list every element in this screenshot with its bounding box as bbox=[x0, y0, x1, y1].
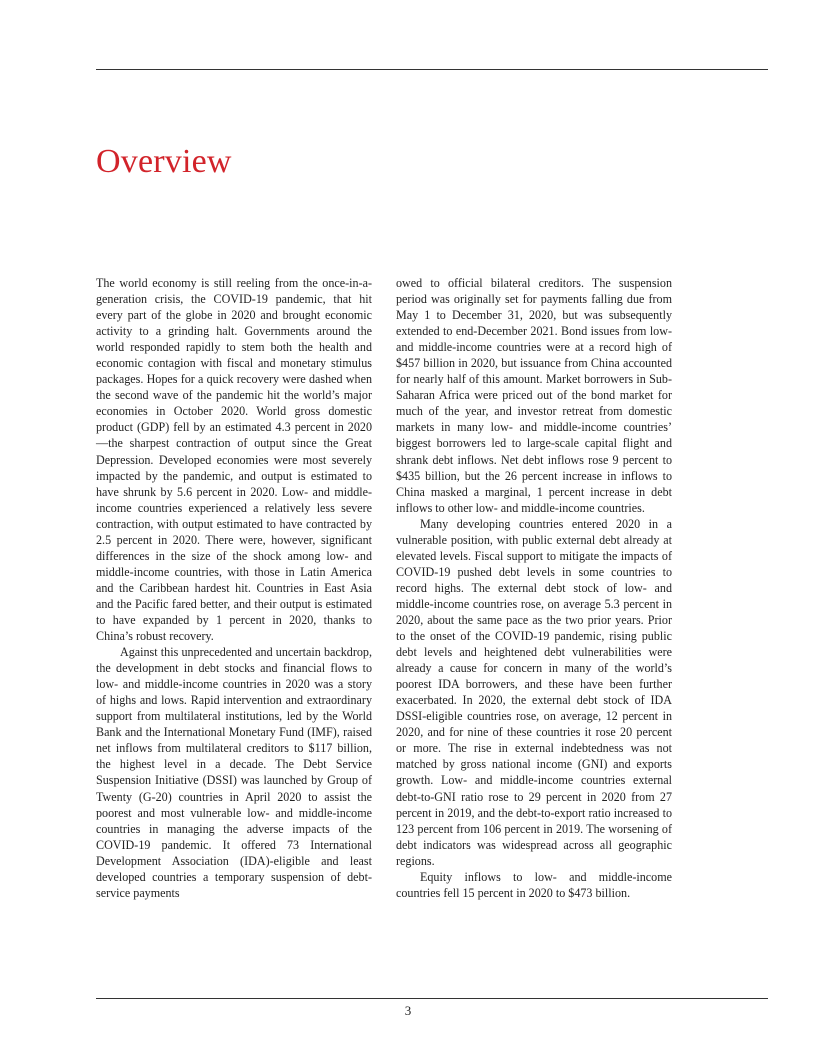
page-number: 3 bbox=[404, 1003, 412, 1018]
paragraph: Equity inflows to low- and middle-income countries fell 15 percent in 2020 to $473 billion. bbox=[396, 869, 672, 900]
header-rule bbox=[96, 69, 768, 70]
paragraph: owed to official bilateral creditors. The suspension period was originally set for payments falling due from May 1 to December 31, 2020, but was subsequently extended to end-December 2021. Bond issues from low- and middle-income countries were at a record high of $457 billion in 2020, but issuance from China accounted for nearly half of this amount. Market borrowers in Sub-Saharan Africa were priced out of the bond market for much of the year, and investor retreat from domestic markets in many low- and middle-income countries’ biggest borrowers led to large-scale capital flight and shrank debt inflows. Net debt inflows rose 9 percent to $435 billion, but the 26 percent increase in inflows to China masked a marginal, 1 percent increase in debt inflows to other low- and middle-income countries. bbox=[396, 276, 672, 515]
paragraph: Against this unprecedented and uncertain backdrop, the development in debt stocks and financial flows to low- and middle-income countries in 2020 was a story of highs and lows. Rapid intervention and extraordinary support from multilateral institutions, led by the World Bank and the International Monetary Fund (IMF), raised net inflows from multilateral creditors to $117 billion, the highest level in a decade. The Debt Service Suspension Initiative (DSSI) was launched by Group of Twenty (G-20) countries in April 2020 to assist the poorest and most vulnerable low- and middle-income countries in managing the adverse impacts of the COVID-19 pandemic. It offered 73 International Development Association (IDA)-eligible and least developed countries a temporary suspension of debt-service payments bbox=[96, 645, 372, 900]
text-column-right bbox=[396, 275, 672, 901]
text-column-left bbox=[96, 275, 372, 901]
page-title: Overview bbox=[96, 143, 232, 180]
paragraph: Many developing countries entered 2020 in a vulnerable position, with public external debt already at elevated levels. Fiscal support to mitigate the impacts of COVID-19 pushed debt levels in some countries to record highs. The external debt stock of low- and middle-income countries rose, on average 5.3 percent in 2020, about the same pace as the two prior years. Prior to the onset of the COVID-19 pandemic, rising public debt levels and heightened debt vulnerabilities were already a cause for concern in many of the world’s poorest IDA borrowers, and these have been further exacerbated. In 2020, the external debt stock of IDA DSSI-eligible countries rose, on average, 12 percent in 2020, and for nine of these countries it rose 20 percent or more. The rise in external indebtedness was not matched by gross national income (GNI) and exports growth. Low- and middle-income countries external debt-to-GNI ratio rose to 29 percent in 2020 from 27 percent in 2019, and the debt-to-export ratio increased to 123 percent from 106 percent in 2019. The worsening of debt indicators was widespread across all geographic regions. bbox=[396, 516, 672, 868]
footer-rule bbox=[96, 998, 768, 999]
paragraph: The world economy is still reeling from the once-in-a-generation crisis, the COVID-19 pandemic, that hit every part of the globe in 2020 and brought economic activity to a grinding halt. Governments around the world responded rapidly to stem both the health and economic contagion with fiscal and monetary stimulus packages. Hopes for a quick recovery were dashed when the second wave of the pandemic hit the world’s major economies in October 2020. World gross domestic product (GDP) fell by an estimated 4.3 percent in 2020—the sharpest contraction of output since the Great Depression. Developed economies were most severely impacted by the pandemic, and output is estimated to have shrunk by 5.6 percent in 2020. Low- and middle-income countries experienced a relatively less severe contraction, with output estimated to have contracted by 2.5 percent in 2020. There were, however, significant differences in the size of the shock among low- and middle-income countries, with those in Latin America and the Caribbean hardest hit. Countries in East Asia and the Pacific fared better, and their output is estimated to have expanded by 1 percent in 2020, thanks to China’s robust recovery. bbox=[96, 276, 372, 644]
